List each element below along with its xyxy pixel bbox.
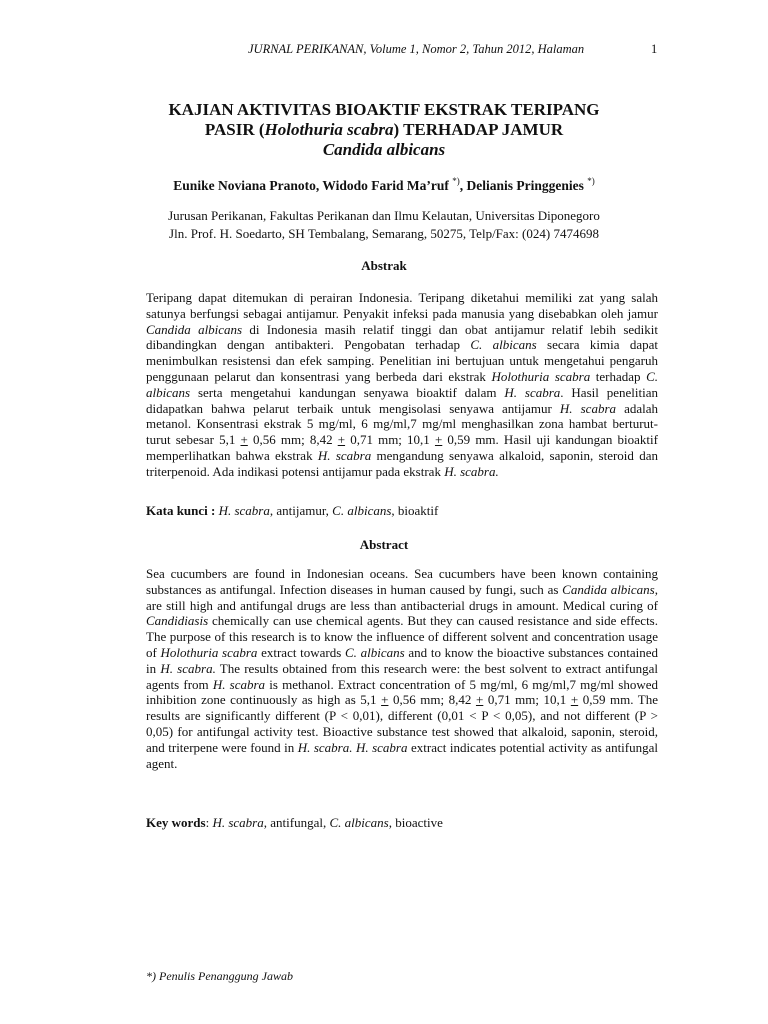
running-title: JURNAL PERIKANAN, Volume 1, Nomor 2, Tahun 2012, Halaman	[248, 42, 585, 56]
author-footnote-mark: *)	[587, 176, 595, 186]
key-words-label: Key words	[146, 815, 206, 830]
title-line-3	[120, 140, 648, 160]
abstract-heading: Abstract	[359, 537, 409, 552]
author-list	[0, 176, 768, 194]
kata-kunci: Kata kunci : H. scabra, antijamur, C. albicans, bioaktif	[146, 503, 439, 518]
abstract-body: Sea cucumbers are found in Indonesian oceans. Sea cucumbers have been known containing substances as antifungal. Infection diseases in human caused by fungi, such as Candida albicans, are still high and antifungal drugs are less than antibacterial drugs in amount. Medical curing of Candidiasis chemically can use chemical agents. But they can caused resistance and side effects. The purpose of this research is to know the influence of different solvent and concentration usage of Holothuria scabra extract towards C. albicans and to know the bioactive substances contained in H. scabra. The results obtained from this research were: the best solvent to extract antifungal agents from H. scabra is methanol. Extract concentration of 5 mg/ml, 6 mg/ml,7 mg/ml showed inhibition zone continuously as high as 5,1 + 0,56 mm; 8,42 + 0,71 mm; 10,1 + 0,59 mm. The results are significantly different (P < 0,01), different (0,01 < P < 0,05), and not different (P > 0,05) for antifungal activity test. Bioactive substance test showed that alkaloid, saponin, steroid, and triterpene were found in H. scabra. H. scabra extract indicates potential activity as antifungal agent.	[146, 566, 659, 771]
author-names: , Delianis Pringgenies	[459, 178, 588, 193]
kata-kunci-label: Kata kunci :	[146, 503, 216, 518]
title-text: PASIR (	[204, 120, 265, 139]
affiliation-address: Jln. Prof. H. Soedarto, SH Tembalang, Semarang, 50275, Telp/Fax: (024) 7474698	[169, 226, 599, 241]
title-line-1: KAJIAN AKTIVITAS BIOAKTIF EKSTRAK TERIPANG	[168, 100, 600, 119]
author-footnote-mark: *)	[452, 176, 460, 186]
title-line-2	[120, 120, 648, 140]
title-species: Holothuria scabra	[264, 120, 394, 139]
paper-title	[120, 100, 648, 160]
abstrak-body: Teripang dapat ditemukan di perairan Indonesia. Teripang diketahui memiliki zat yang salah satunya berfungsi sebagai antijamur. Penyakit infeksi pada manusia yang disebabkan oleh jamur Candida albicans di Indonesia masih relatif tinggi dan obat antijamur relatif lebih sedikit dibandingkan dengan antibakteri. Pengobatan terhadap C. albicans secara kimia dapat menimbulkan resistensi dan efek samping. Penelitian ini bertujuan untuk mengetahui pengaruh penggunaan pelarut dan konsentrasi yang berbeda dari ekstrak Holothuria scabra terhadap C. albicans serta mengetahui kandungan senyawa bioaktif dalam H. scabra. Hasil penelitian didapatkan bahwa pelarut terbaik untuk mengisolasi senyawa antijamur H. scabra adalah metanol. Konsentrasi ekstrak 5 mg/ml, 6 mg/ml,7 mg/ml menghasilkan zona hambat berturut-turut sebesar 5,1 + 0,56 mm; 8,42 + 0,71 mm; 10,1 + 0,59 mm. Hasil uji kandungan bioaktif memperlihatkan bahwa ekstrak H. scabra mengandung senyawa alkaloid, saponin, steroid dan triterpenoid. Ada indikasi potensi antijamur pada ekstrak H. scabra.	[146, 290, 658, 479]
title-text: ) TERHADAP JAMUR	[393, 120, 564, 139]
abstrak-heading: Abstrak	[361, 258, 407, 273]
author-names: Eunike Noviana Pranoto, Widodo Farid Ma’ruf	[173, 178, 453, 193]
footnote: *) Penulis Penanggung Jawab	[146, 969, 293, 983]
title-species: Candida albicans	[322, 140, 446, 159]
affiliation	[0, 207, 768, 243]
key-words: Key words: H. scabra, antifungal, C. albicans, bioactive	[146, 815, 443, 830]
affiliation-line: Jurusan Perikanan, Fakultas Perikanan dan Ilmu Kelautan, Universitas Diponegoro	[168, 208, 600, 223]
page-number: 1	[651, 42, 658, 56]
